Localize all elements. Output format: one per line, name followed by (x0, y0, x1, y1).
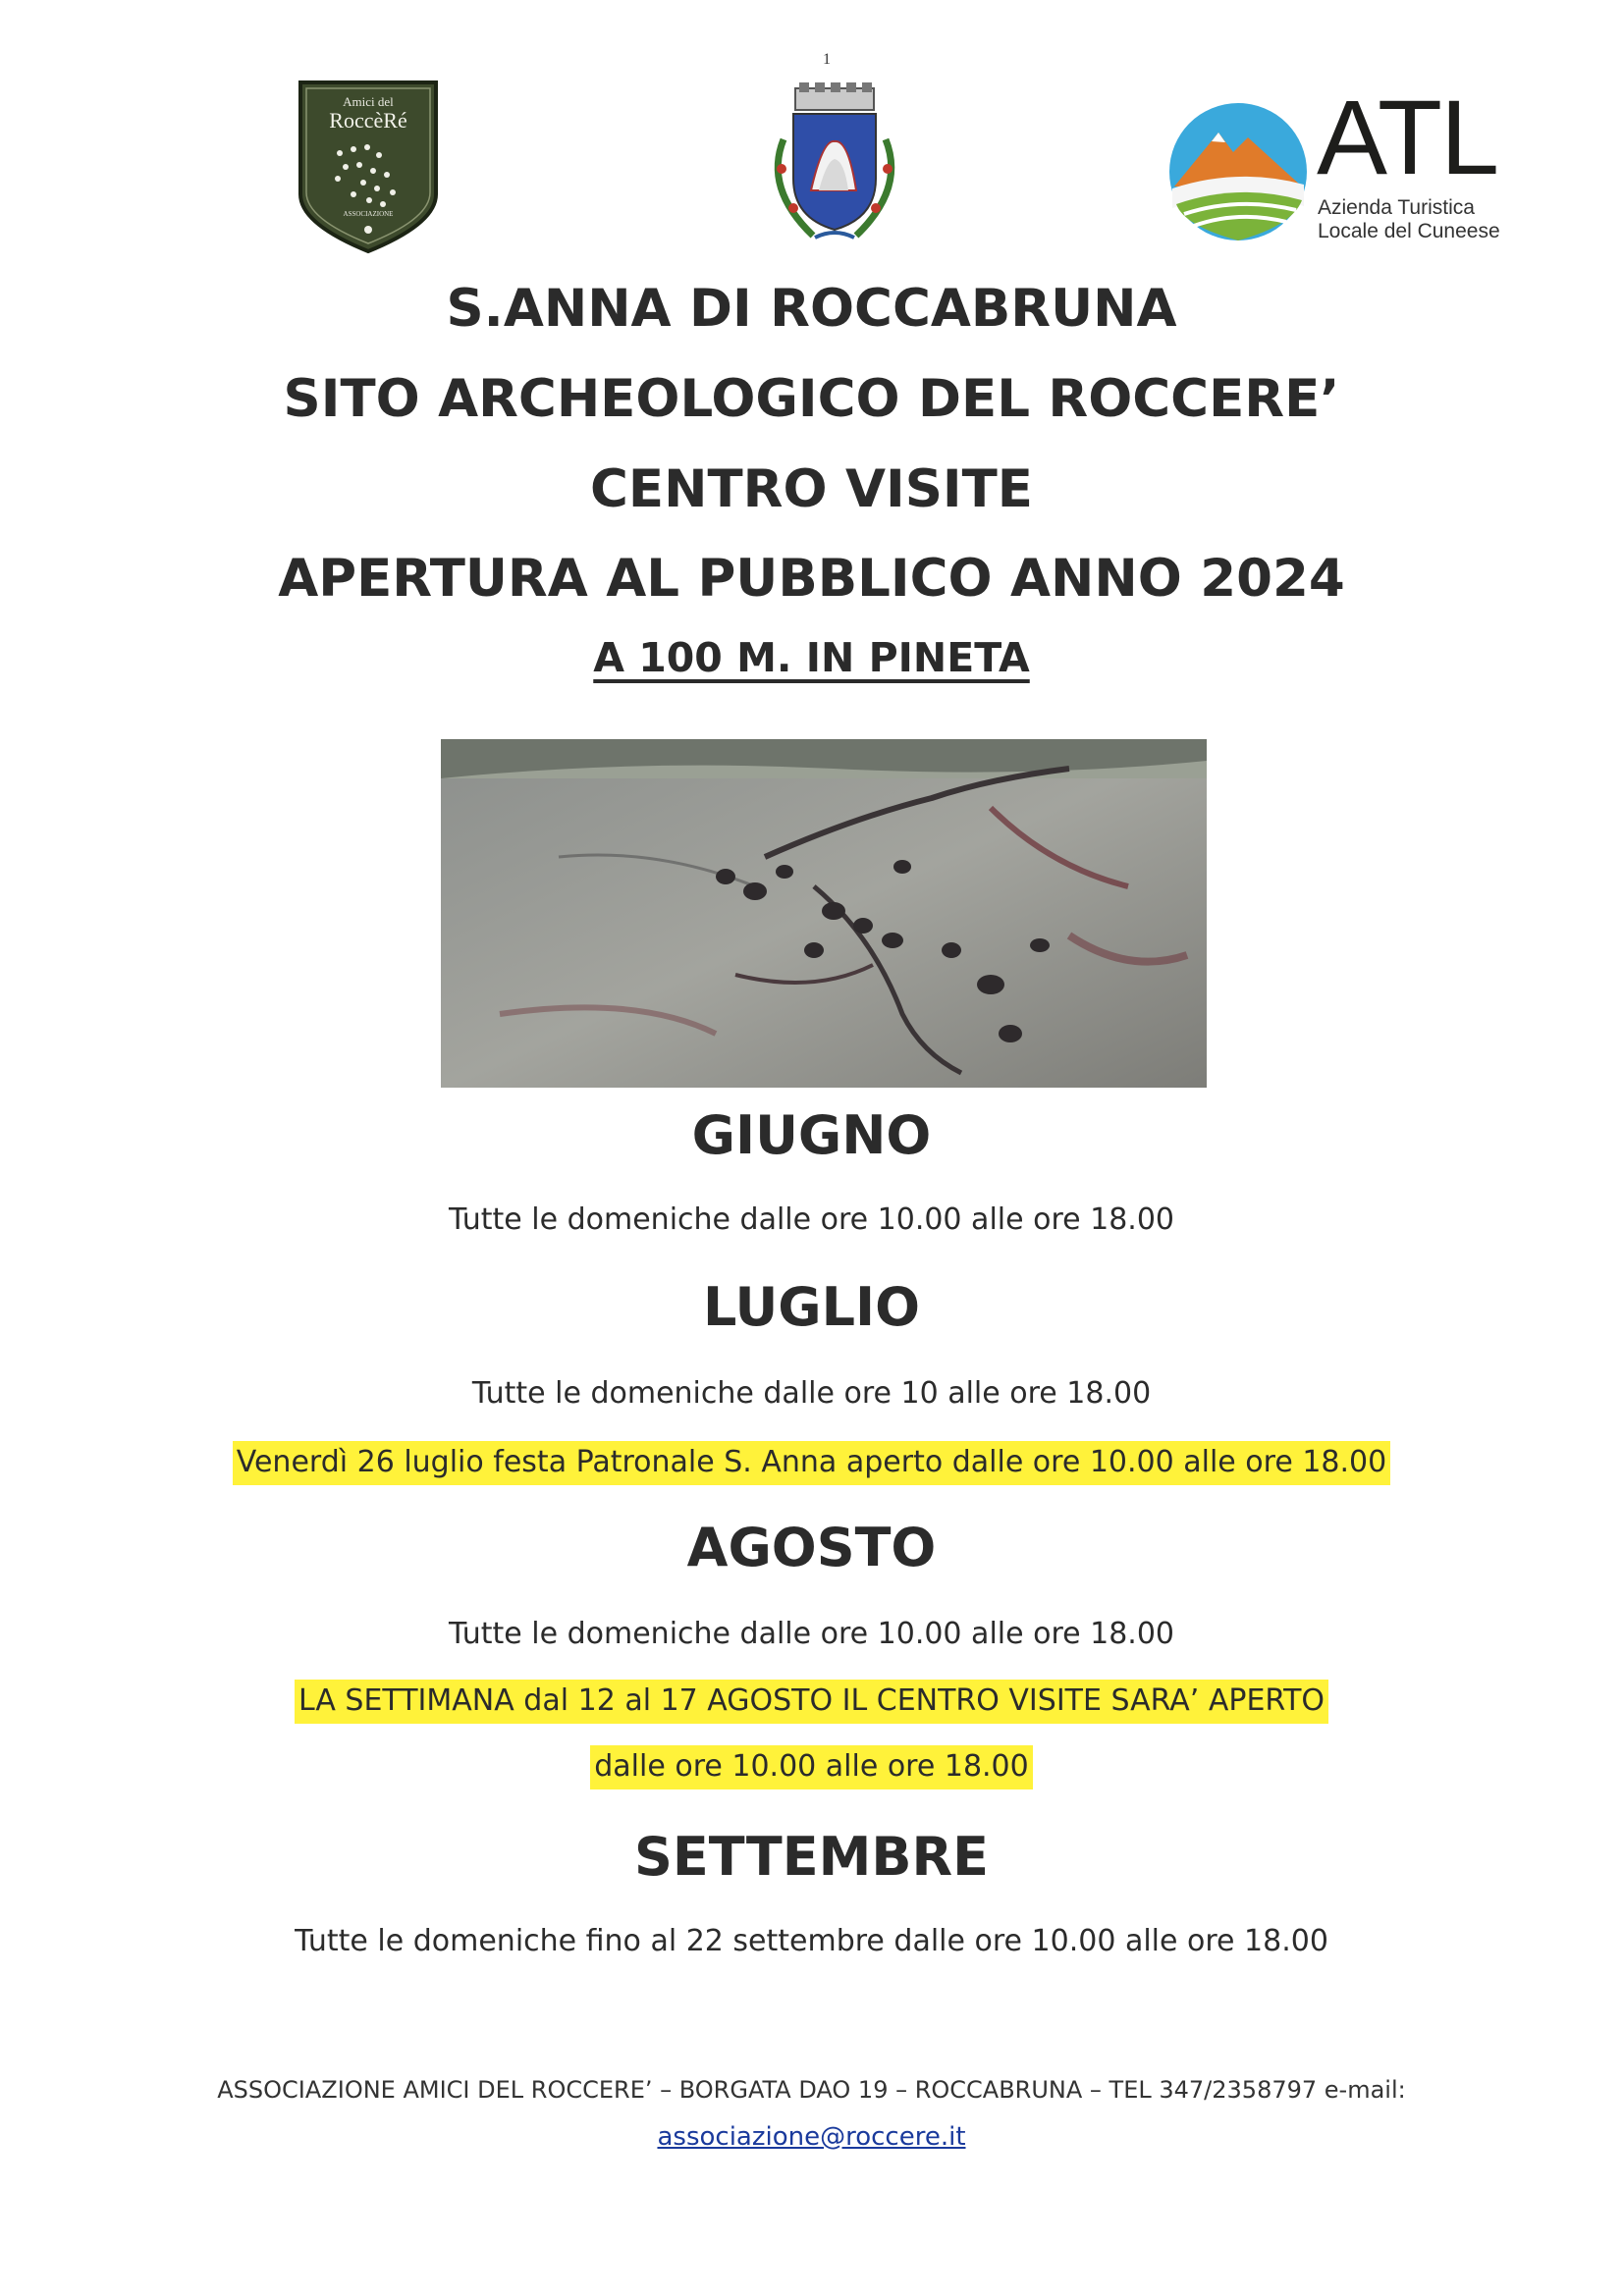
footer-email (0, 2122, 1623, 2152)
agosto-hours: Tutte le domeniche dalle ore 10.00 alle ore 18.00 (448, 1617, 1175, 1651)
agosto-highlight-2-text: dalle ore 10.00 alle ore 18.00 (590, 1745, 1033, 1789)
page-number: 1 (823, 51, 831, 68)
luglio-highlight (0, 1445, 1623, 1479)
title-line-1: S.ANNA DI ROCCABRUNA (446, 279, 1177, 339)
subtitle-text: A 100 M. IN PINETA (593, 634, 1030, 681)
title-line-3: CENTRO VISITE (590, 459, 1033, 519)
logo-left-line3: ASSOCIAZIONE (343, 210, 394, 218)
atl-subtitle-1: Azienda Turistica (1318, 196, 1475, 219)
atl-logo (1164, 78, 1538, 245)
month-giugno: GIUGNO (691, 1104, 932, 1166)
atl-subtitle-2: Locale del Cuneese (1318, 220, 1500, 242)
month-settembre: SETTEMBRE (634, 1826, 989, 1888)
agosto-highlight-2 (0, 1749, 1623, 1784)
agosto-highlight-1-text: LA SETTIMANA dal 12 al 17 AGOSTO IL CENTRO VISITE SARA’ APERTO (295, 1680, 1328, 1724)
logo-left-line2: RoccèRé (329, 108, 407, 133)
settembre-hours: Tutte le domeniche fino al 22 settembre dalle ore 10.00 alle ore 18.00 (295, 1924, 1328, 1958)
month-luglio: LUGLIO (702, 1276, 921, 1338)
coat-of-arms-icon (754, 80, 915, 247)
agosto-highlight-1 (0, 1683, 1623, 1718)
logo-left-line1: Amici del (343, 94, 394, 109)
amici-roccere-logo (295, 77, 442, 255)
email-link[interactable]: associazione@roccere.it (657, 2122, 966, 2152)
title-line-2: SITO ARCHEOLOGICO DEL ROCCERE’ (283, 369, 1340, 429)
footer-contact: ASSOCIAZIONE AMICI DEL ROCCERE’ – BORGATA DAO 19 – ROCCABRUNA – TEL 347/2358797 e-mail: (217, 2076, 1406, 2104)
luglio-hours: Tutte le domeniche dalle ore 10 alle ore 18.00 (471, 1376, 1152, 1411)
subtitle (0, 634, 1623, 681)
giugno-hours: Tutte le domeniche dalle ore 10.00 alle ore 18.00 (448, 1202, 1175, 1237)
title-line-4: APERTURA AL PUBBLICO ANNO 2024 (278, 549, 1345, 609)
luglio-highlight-text: Venerdì 26 luglio festa Patronale S. Anna aperto dalle ore 10.00 alle ore 18.00 (233, 1441, 1390, 1485)
atl-acronym: ATL (1317, 78, 1498, 196)
rock-carvings-photo (441, 739, 1207, 1088)
month-agosto: AGOSTO (686, 1517, 937, 1578)
